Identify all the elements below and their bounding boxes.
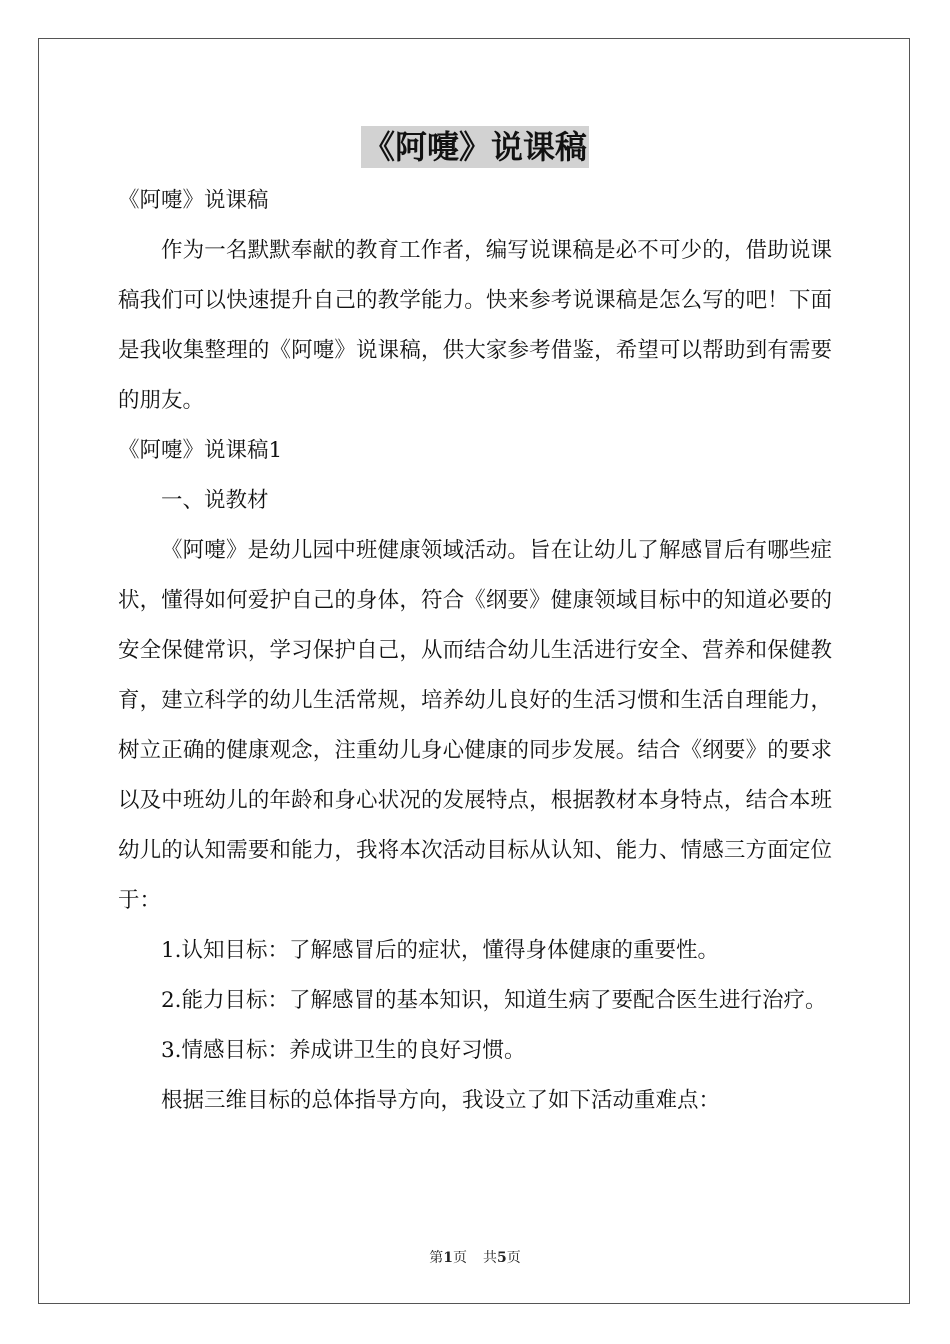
page-footer bbox=[0, 1247, 950, 1267]
goal-emotion: 3.情感目标：养成讲卫生的良好习惯。 bbox=[161, 1038, 526, 1063]
footer-page-total: 5 bbox=[497, 1250, 507, 1266]
document-body bbox=[118, 176, 832, 1126]
section-title: 《阿嚏》说课稿1 bbox=[118, 438, 283, 463]
textbook-paragraph: 《阿嚏》是幼儿园中班健康领域活动。旨在让幼儿了解感冒后有哪些症状，懂得如何爱护自己的身体，符合《纲要》健康领域目标中的知道必要的安全保健常识，学习保护自己，从而结合幼儿生活进行安全、营养和保健教育，建立科学的幼儿生活常规，培养幼儿良好的生活习惯和生活自理能力，树立正确的健康观念，注重幼儿身心健康的同步发展。结合《纲要》的要求以及中班幼儿的年龄和身心状况的发展特点，根据教材本身特点，结合本班幼儿的认知需要和能力，我将本次活动目标从认知、能力、情感三方面定位于： bbox=[118, 538, 832, 913]
document-title: 《阿嚏》说课稿 bbox=[362, 128, 587, 166]
goal-ability: 2.能力目标：了解感冒的基本知识，知道生病了要配合医生进行治疗。 bbox=[161, 988, 827, 1013]
footer-total-prefix: 共 bbox=[483, 1250, 497, 1266]
footer-page-mid: 页 bbox=[453, 1250, 467, 1266]
key-points-paragraph: 根据三维目标的总体指导方向，我设立了如下活动重难点： bbox=[161, 1088, 721, 1113]
section-heading: 一、说教材 bbox=[161, 488, 269, 513]
footer-page-current: 1 bbox=[443, 1250, 453, 1266]
footer-page-prefix: 第 bbox=[429, 1250, 444, 1266]
title-area bbox=[0, 126, 950, 168]
footer-total-suffix: 页 bbox=[506, 1250, 521, 1266]
goal-cognitive: 1.认知目标：了解感冒后的症状，懂得身体健康的重要性。 bbox=[161, 938, 720, 963]
document-subtitle: 《阿嚏》说课稿 bbox=[118, 188, 269, 213]
intro-paragraph: 作为一名默默奉献的教育工作者，编写说课稿是必不可少的，借助说课稿我们可以快速提升自己的教学能力。快来参考说课稿是怎么写的吧！下面是我收集整理的《阿嚏》说课稿，供大家参考借鉴，希望可以帮助到有需要的朋友。 bbox=[118, 238, 832, 413]
